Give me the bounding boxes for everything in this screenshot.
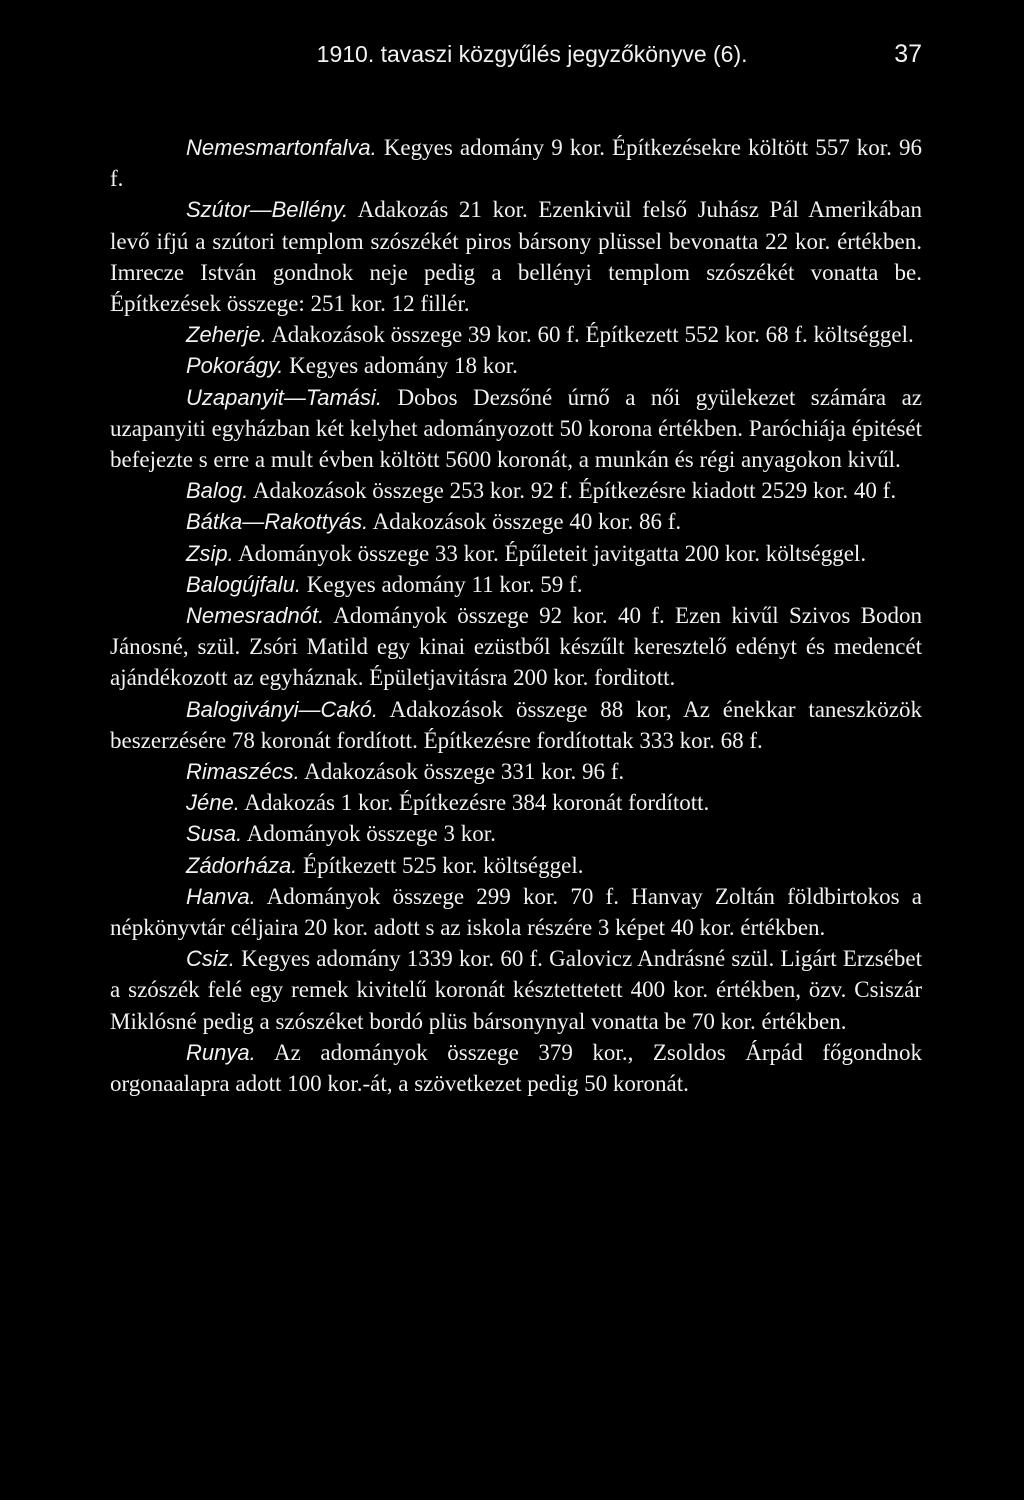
entry-runya <box>110 1037 922 1099</box>
entry-text: Adakozások összege 253 kor. 92 f. Építkezésre kiadott 2529 kor. 40 f. <box>248 478 897 504</box>
entry-balogujfalu <box>110 569 922 600</box>
place-name: Pokorágy. <box>186 353 284 379</box>
place-name: Uzapanyit—Tamási. <box>186 384 383 410</box>
entry-susa <box>110 818 922 849</box>
entry-text: Építkezett 525 kor. költséggel. <box>297 852 584 878</box>
place-name: Bátka—Rakottyás. <box>186 509 369 535</box>
entry-text: Adományok összege 92 kor. 40 f. Ezen kivűl Szivos Bodon Jánosné, szül. Zsóri Matild egy kinai ezüstből készűlt keresztelő edényt és medencét ajándékozott az egyháznak. Épületjavitásra 200 kor. forditott. <box>110 603 922 691</box>
place-name: Szútor—Bellény. <box>186 197 349 223</box>
place-name: Runya. <box>186 1039 256 1065</box>
entry-szutor-belleny <box>110 194 922 319</box>
entry-text: Adakozás 21 kor. Ezenkivül felső Juhász Pál Amerikában levő ifjú a szútori templom szószékét piros bársony plüssel bevonatta 22 kor. értékben. Imrecze István gondnok neje pedig a bellényi templom szószékét vonatta be. Építkezések összege: 251 kor. 12 fillér. <box>110 197 922 317</box>
entry-text: Kegyes adomány 18 kor. <box>283 353 518 379</box>
entry-csiz <box>110 943 922 1037</box>
entry-text: Adakozások összege 331 kor. 96 f. <box>299 759 625 785</box>
entry-balogivanyi-cako <box>110 694 922 756</box>
entry-text: Adakozások összege 88 kor, Az énekkar taneszközök beszerzésére 78 koronát fordított. Építkezésre fordítottak 333 kor. 68 f. <box>110 696 922 753</box>
body-text <box>110 132 922 1099</box>
entry-text: Kegyes adomány 11 kor. 59 f. <box>300 571 583 597</box>
entry-text: Adakozás 1 kor. Építkezésre 384 koronát fordított. <box>239 790 710 816</box>
place-name: Hanva. <box>186 883 256 909</box>
place-name: Rimaszécs. <box>186 759 300 785</box>
entry-jene <box>110 787 922 818</box>
entry-text: Dobos Dezsőné úrnő a női gyülekezet számára az uzapanyiti egyházban két kelyhet adományozott 50 korona értékben. Paróchiája épitését befejezte s erre a mult évben költött 5600 koronát, a munkán és régi anyagokon kivűl. <box>110 384 922 473</box>
entry-pokoragy <box>110 350 922 381</box>
place-name: Nemesmartonfalva. <box>186 135 377 160</box>
entry-uzapanyit-tamasi <box>110 382 922 476</box>
entry-zeherje <box>110 319 922 350</box>
document-page <box>110 40 922 1099</box>
place-name: Jéne. <box>186 790 240 816</box>
page-number: 37 <box>894 40 922 68</box>
entry-text: Kegyes adomány 9 kor. Építkezésekre költött 557 kor. 96 f. <box>110 135 922 192</box>
entry-text: Kegyes adomány 1339 kor. 60 f. Galovicz Andrásné szül. Ligárt Erzsébet a szószék felé egy remek kivitelű koronát késztettetett 400 kor. értékben, özv. Csiszár Miklósné pedig a szószéket bordó plüs bársonynyal vonatta be 70 kor. értékben. <box>110 946 922 1034</box>
place-name: Csiz. <box>186 946 235 972</box>
entry-zadorhaza <box>110 850 922 881</box>
running-head <box>110 40 922 92</box>
entry-text: Adományok összege 299 kor. 70 f. Hanvay Zoltán földbirtokos a népkönyvtár céljaira 20 kor. adott s az iskola részére 3 képet 40 kor. értékben. <box>110 883 922 941</box>
entry-text: Adományok összege 33 kor. Épűleteit javitgatta 200 kor. költséggel. <box>233 540 867 566</box>
entry-batka-rakottyas <box>110 506 922 537</box>
place-name: Nemesradnót. <box>186 603 325 629</box>
entry-hanva <box>110 881 922 943</box>
place-name: Susa. <box>186 821 243 847</box>
entry-nemesmartonfalva <box>110 132 922 194</box>
place-name: Balog. <box>186 478 249 504</box>
entry-text: Adakozások összege 39 kor. 60 f. Építkezett 552 kor. 68 f. költséggel. <box>266 322 914 348</box>
entry-text: Adakozások összege 40 kor. 86 f. <box>368 509 682 535</box>
place-name: Zeherje. <box>186 322 267 348</box>
place-name: Zádorháza. <box>186 852 298 878</box>
place-name: Balogújfalu. <box>186 571 301 597</box>
place-name: Balogiványi—Cakó. <box>186 696 378 722</box>
place-name: Zsip. <box>186 540 234 566</box>
entry-balog <box>110 475 922 506</box>
entry-text: Az adományok összege 379 kor., Zsoldos Árpád főgondnok orgonaalapra adott 100 kor.-át, a szövetkezet pedig 50 koronát. <box>110 1039 922 1097</box>
entry-rimaszecs <box>110 756 922 787</box>
entry-zsip <box>110 538 922 569</box>
entry-text: Adományok összege 3 kor. <box>242 821 496 847</box>
running-title: 1910. tavaszi közgyűlés jegyzőkönyve (6). <box>316 41 748 67</box>
entry-nemesradnot <box>110 600 922 694</box>
